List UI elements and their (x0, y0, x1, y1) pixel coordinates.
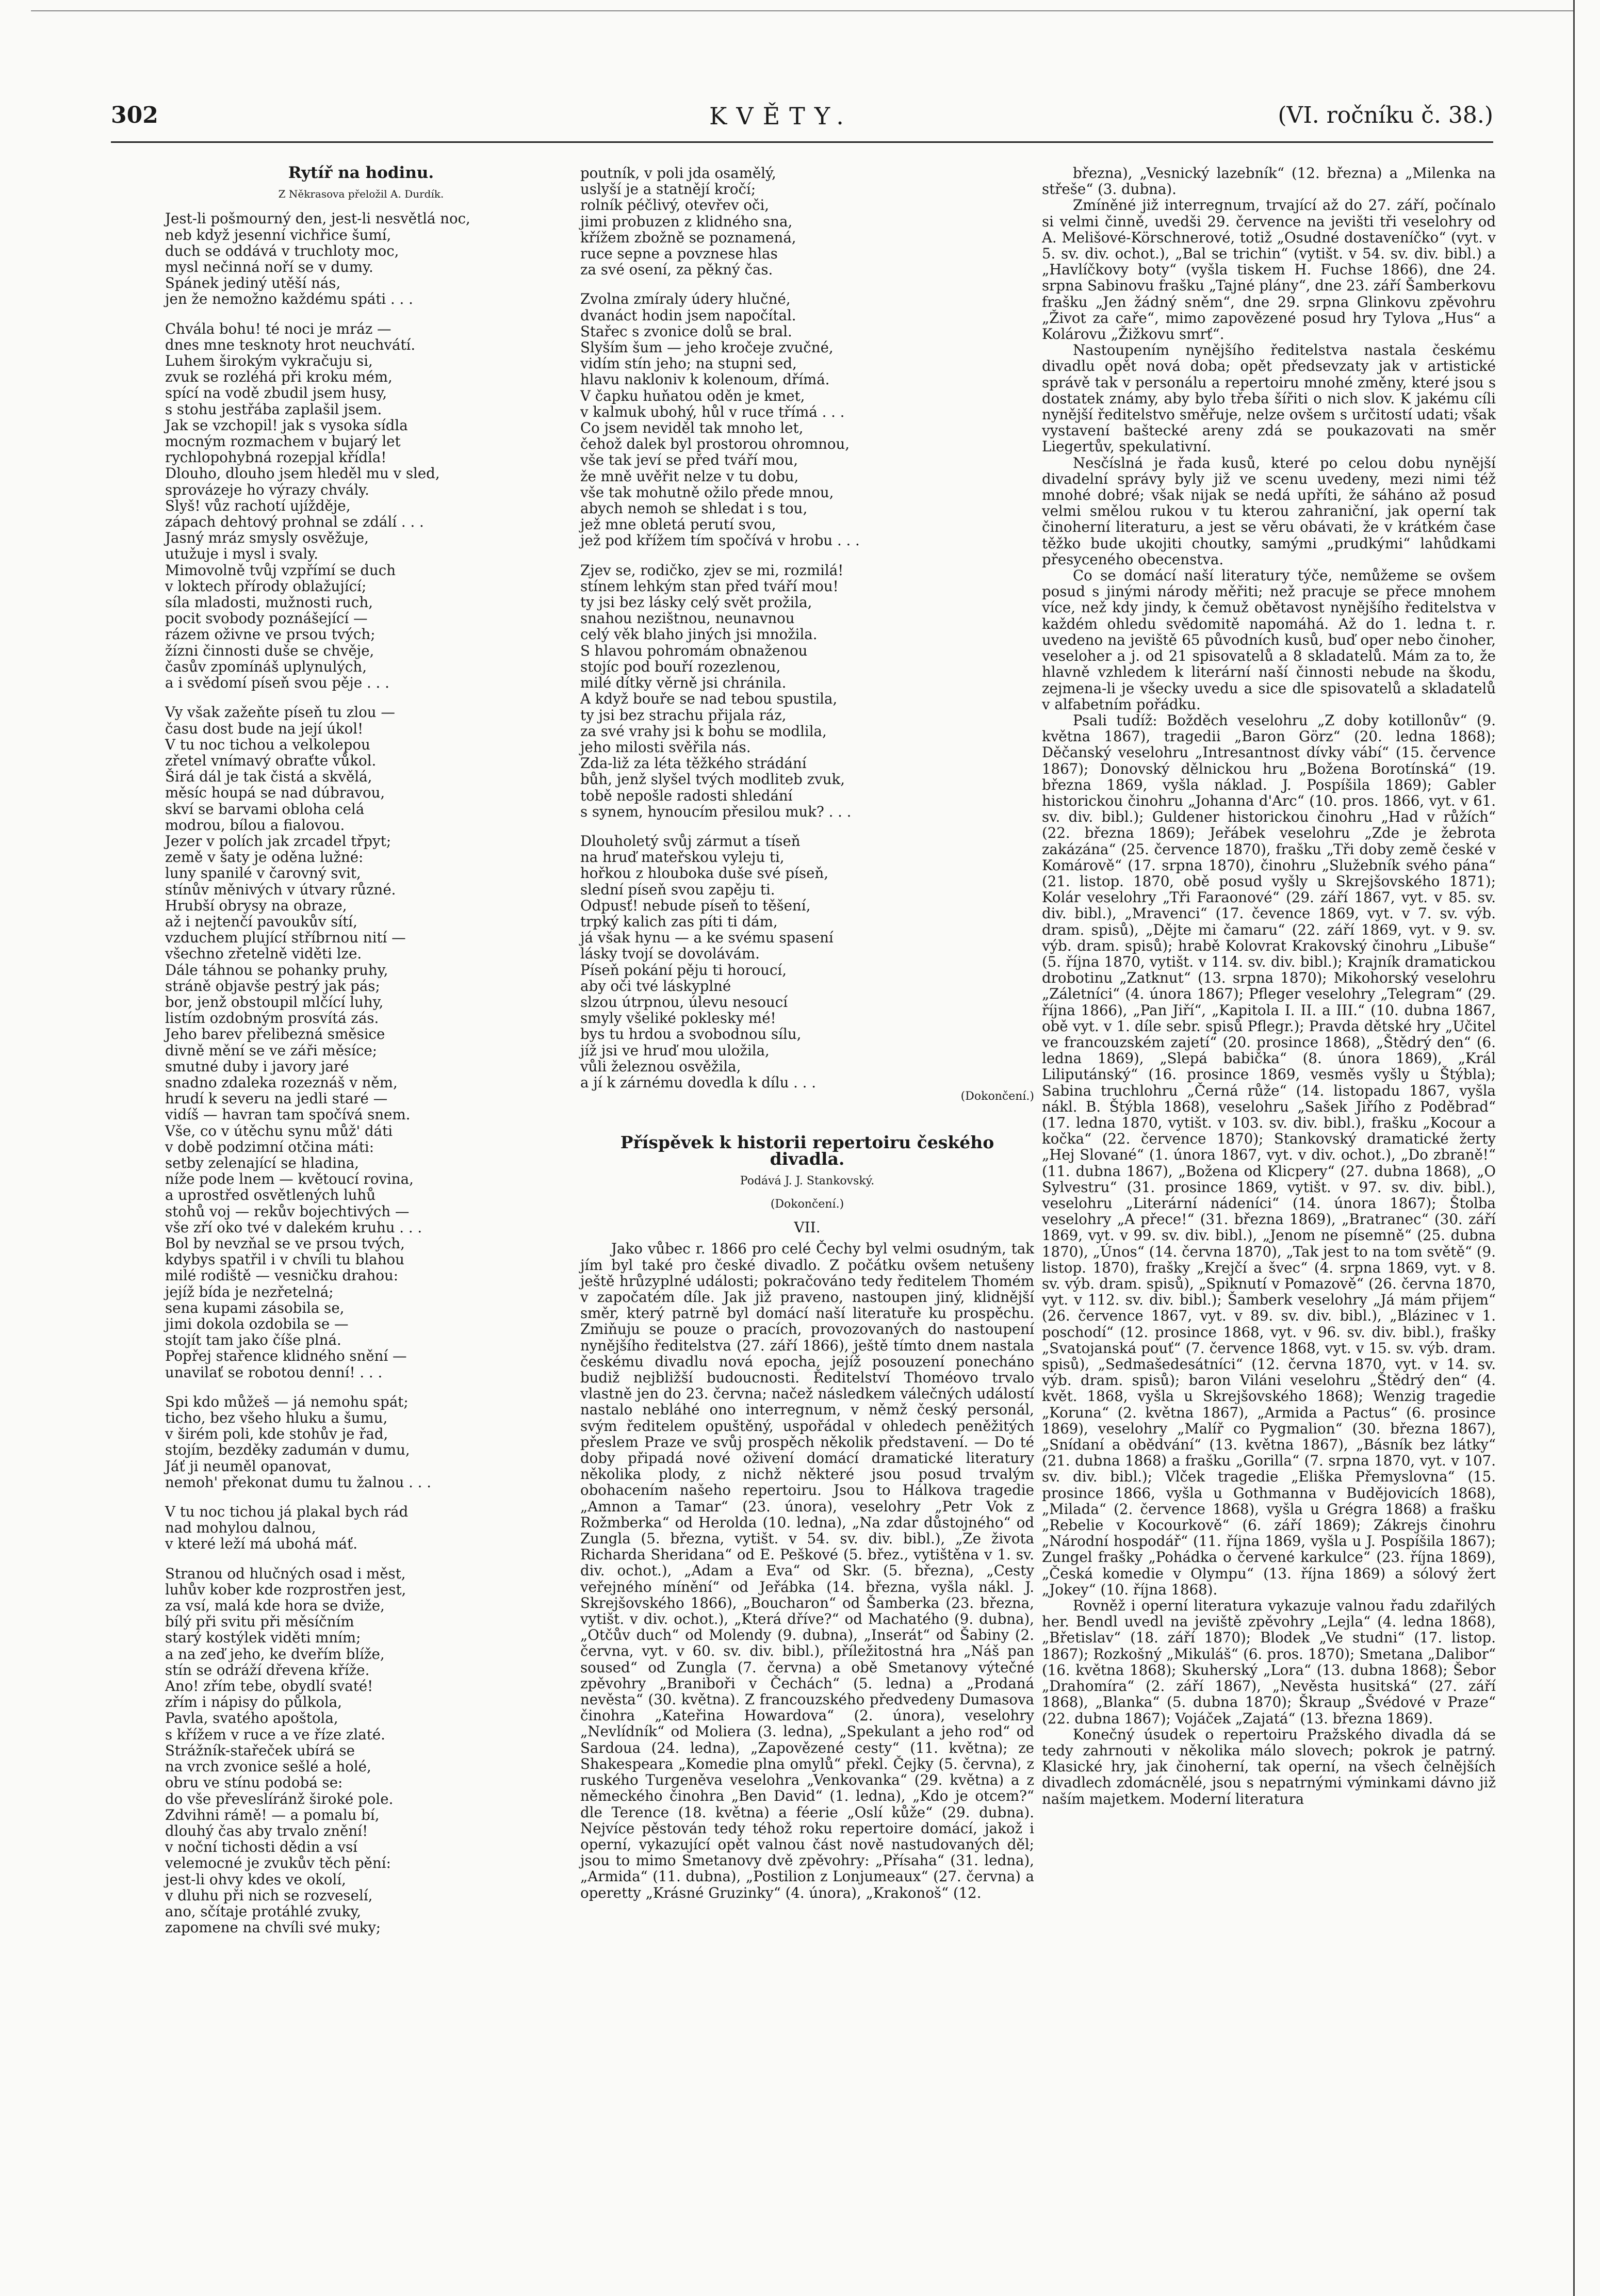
poem-line: Píseň pokání pěju ti horoucí, (580, 961, 787, 979)
poem-line: stráně objavše pestrý jak pás; (165, 977, 380, 995)
poem-line: Mimovolně tvůj vzpřímí se duch (165, 561, 396, 579)
poem-line: neb když jesenní vichřice šumí, (165, 226, 391, 243)
poem-line: stín se odráží dřevena kříže. (165, 1661, 370, 1679)
poem-line: Zjev se, rodičko, zjev se mi, rozmilá! (580, 561, 844, 579)
poem-line: hořkou z hlouboka duše své píseň, (580, 865, 829, 882)
poem-line: V tu noc tichou já plakal bych rád (165, 1503, 409, 1521)
page-right-edge (1573, 0, 1575, 2296)
poem-line: jejíž bída je nezřetelná; (165, 1283, 334, 1300)
poem-line: za své osení, za pěkný čas. (580, 261, 773, 279)
poem-line: skví se barvami obloha celá (165, 800, 365, 818)
journal-title: KVĚTY. (709, 102, 853, 130)
poem-line: čehož dalek byl prostorou ohromnou, (580, 435, 850, 453)
poem-line: modrou, bílou a fialovou. (165, 816, 345, 834)
poem-line: ruce sepne a povznese hlas (580, 245, 778, 263)
poem-stanza (165, 321, 557, 691)
poem-line: země v šaty je oděna lužné: (165, 849, 364, 866)
article-byline: Podává J. J. Stankovský. (740, 1174, 875, 1187)
poem-line: vzduchem plující stříbrnou nití — (165, 929, 406, 947)
poem-line: Stranou od hlučných osad i měst, (165, 1565, 406, 1582)
poem-line: Spi kdo můžeš — já nemohu spát; (165, 1393, 409, 1410)
article-paragraph: Co se domácí naší literatury týče, nemůžeme se ovšem posud s jinými národy měřiti; než pracuje se přece mnohem více, než kdy jindy, k čemuž obětavost nynějšího ředitelstva v každém ohledu svědomitě napomáhá. Až do 1. ledna t. r. uvedeno na jeviště 65 původních kusů, buď oper nebo činoher, veseloher a j. od 21 spisovatelů a 8 skladatelů. Mám za to, že hlavně vzhledem k literární naší činnosti nebude na škodu, zejmena-li je všecky uvedu a sice dle spisovatelů a skladatelů v alfabetním pořádku. (1042, 567, 1496, 713)
poem-line: zapomene na chvíli své muky; (165, 1919, 381, 1936)
article-paragraph: Nastoupením nynějšího ředitelstva nastala českému divadlu opět nová doba; opět předsevzaty jak v artistické správě tak v personálu a repertoiru mnohé změny, které jsou s dostatek známy, aby bylo třeba šířiti o nich slov. K jakému cíli nynější ředitelstvo směřuje, nelze ovšem s určitostí udati; však vystavení baštecké areny zdá se poukazovati na směr Liegertův, spekulativní. (1042, 341, 1496, 455)
poem-line: nad mohylou dalnou, (165, 1519, 316, 1537)
poem-byline: Z Někrasova přeložil A. Durdík. (278, 188, 444, 201)
poem-line: Zda-liž za léta těžkého strádání (580, 755, 807, 772)
poem-line: snahou nezištnou, neunavnou (580, 610, 795, 627)
article-paragraph: Konečný úsudek o repertoiru Pražského divadla dá se tedy zahrnouti v několika málo slovech; pokrok je patrný. Klasické hry, jak činoherní, tak operní, na všech čelnějších divadlech zdomácnělé, jsou s nepatrnými výminkami dávno již naším majetkem. Moderní literatura (1042, 1725, 1496, 1808)
article-body-part-2 (1042, 165, 1496, 1807)
poem-line: Dále táhnou se pohanky pruhy, (165, 961, 388, 979)
poem-line: hrudí k severu na jedli staré — (165, 1090, 388, 1108)
poem-line: v širém poli, kde stohův je řad, (165, 1425, 388, 1443)
poem-line: a i svědomí píseň svou pěje . . . (165, 674, 389, 692)
poem-stanza (580, 833, 1034, 1090)
article-title: Příspěvek k historii repertoiru českého divadla. (620, 1132, 994, 1169)
poem-line: Spánek jediný utěší nás, (165, 274, 341, 292)
poem-line: spící na vodě zbudil jsem husy, (165, 384, 387, 402)
poem-line: slední píseň svou zapěju ti. (580, 881, 775, 898)
poem-line: Jáť ji neuměl opanovat, (165, 1457, 332, 1475)
poem-line: vůli železnou osvěžila, (580, 1057, 741, 1075)
poem-line: bor, jenž obstoupil mlčící luhy, (165, 993, 384, 1011)
article-continued-note: (Dokončení.) (770, 1197, 844, 1211)
poem-line: a na zeď jeho, ke dveřím blíže, (165, 1645, 385, 1663)
poem-line: divně mění se ve záři měsíce; (165, 1041, 378, 1059)
poem-line: Hrubší obrysy na obraze, (165, 897, 347, 914)
poem-line: jimi dokola ozdobila se — (165, 1315, 349, 1333)
poem-line: zřím i nápisy do půlkola, (165, 1693, 342, 1711)
poem-line: Dlouho, dlouho jsem hleděl mu v sled, (165, 465, 440, 482)
article-paragraph: Jako vůbec r. 1866 pro celé Čechy byl velmi osudným, tak jím byl také pro české divadlo. Z počátku ovšem netušeny ještě hrůzyplné události; pokračováno tedy ředitelem Thomém v započatém díle. Jak již praveno, nastoupen jiný, klidnější směr, který patrně byl domácí naší literatuře ku prospěchu. Zmiňuju se pouze o pracích, provozovaných do nastoupení nynějšího ředitelstva (27. září 1866), ještě tímto dnem nastala českému divadlu nová epocha, jejíž posouzení ponecháno budiž nejbližší budoucnosti. Ředitelství Thoméovo trvalo vlastně jen do 23. června; načež následkem válečných událostí nastalo nebláhé ono interregnum, v němž český personál, svým ředitelem opuštěný, uspořádal v ohledech peněžitých přeslem Praze ve svůj prospěch několik představení. — Do té doby připadá nové oživení domácí dramatické literatury několika plody, z nichž některé jsou posud trvalým obohacením našeho repertoiru. Jsou to Hálkova tragedie „Amnon a Tamar“ (23. února), veselohry „Petr Vok z Rožmberka“ od Herolda (10. ledna), „Na zdar důstojného“ od Zungla (5. března, vytišt. v 54. sv. div. bibl.), „Ze života Richarda Sheridana“ od E. Peškové (5. břez., vytištěna v 1. sv. div. ochot.), „Adam a Eva“ od Skr. (5. března), „Cesty veřejného mínění“ od Jeřábka (14. března, vyšla nákl. J. Skrejšovského 1866), „Boucharon“ od Šamberka (23. března, vytišt. v div. ochot.), „Která dříve?“ od Machatého (9. dubna), „Otčův duch“ od Molendy (9. dubna), „Inserát“ od Šabiny (2. června, vyt. v 60. sv. div. bibl.), příležitostná hra „Náš pan soused“ od Zungla (7. června) a obě Smetanovy výtečné zpěvohry „Braniboři v Čechách“ (5. ledna) a „Prodaná nevěsta“ (30. května). Z francouzského předvedeny Dumasova činohra „Kateřina Howardova“ (2. února), veselohry „Nevlídník“ od Moliera (3. ledna), „Spekulant a jeho rod“ od Sardoua (24. ledna), „Zapovězené cesty“ (11. května); ze Shakespeara „Komedie plna omylů“ překl. Čejky (5. června), z ruského Turgeněva veselohra „Venkovanka“ (29. května) a z německého činohra „Ben David“ (1. ledna), „Kdo je otcem?“ dle Terence (18. května) a féerie „Oslí kůže“ (29. dubna). Nejvíce pěstován tedy téhož roku repertoire domácí, jakož i operní, vykazující opět valnou část nově nastudovaných děl; jsou to mimo Smetanovy dvě zpěvohry: „Přísaha“ (31. ledna), „Armida“ (11. dubna), „Postilion z Lonjumeaux“ (27. června) a operetty „Krásné Gruzinky“ (4. února), „Krakonoš“ (12. (580, 1240, 1034, 1901)
poem-line: obru ve stínu podobá se: (165, 1774, 343, 1792)
poem-line: Ano! zřím tebe, obydlí svaté! (165, 1678, 373, 1695)
header-rule (111, 141, 1493, 143)
column-3 (1042, 165, 1496, 1807)
poem-line: stojít tam jako číše plná. (165, 1331, 341, 1349)
poem-line: tobě nepošle radosti shledání (580, 787, 793, 804)
poem-line: síla mladosti, mužnosti ruch, (165, 594, 373, 611)
poem-line: hlavu nakloniv k kolenoum, dřímá. (580, 371, 830, 388)
poem-line: do vše převeslíránž široké pole. (165, 1790, 394, 1808)
poem-line: luhův kober kde rozprostřen jest, (165, 1581, 406, 1598)
poem-line: dvanáct hodin jsem napočítal. (580, 306, 796, 324)
poem-line: bílý při svitu při měsíčním (165, 1613, 354, 1631)
poem-line: času dost bude na její úkol! (165, 720, 364, 737)
poem-line: poutník, v poli jda osamělý, (580, 165, 776, 182)
poem-line: všechno zřetelně viděti lze. (165, 945, 362, 963)
poem-line: v které leží má ubohá máť. (165, 1535, 357, 1553)
poem-line: rolník péčlivý, otevřev oči, (580, 197, 770, 214)
poem-stanza (165, 1566, 557, 1936)
poem-line: žízni činnosti duše se chvěje, (165, 642, 374, 659)
poem-line: setby zelenající se hladina, (165, 1154, 360, 1171)
poem-line: za vsí, malá kde hora se dviže, (165, 1597, 385, 1615)
poem-line: mysl nečinná noří se v dumy. (165, 258, 373, 276)
poem-line: Slyším šum — jeho kročeje zvučné, (580, 339, 834, 356)
poem-stanza (580, 165, 1034, 278)
poem-line: starý kostýlek viděti mním; (165, 1629, 361, 1647)
poem-line: dlouhý čas aby trvalo znění! (165, 1822, 368, 1839)
poem-line: uslyší je a statnějí kročí; (580, 181, 756, 198)
chapter-number: VII. (794, 1219, 821, 1236)
poem-line: zřetel vnímavý obraťte vůkol. (165, 752, 377, 769)
poem-line: jeho milosti svěřila nás. (580, 738, 751, 756)
poem-line: Odpusť! nebude píseň to těšení, (580, 897, 811, 914)
poem-line: zápach dehtový prohnal se zdálí . . . (165, 513, 424, 531)
poem-line: milé dítky věrně jsi chránila. (580, 674, 787, 692)
poem-line: S hlavou pohromám obnaženou (580, 642, 808, 659)
poem-title: Rytíř na hodinu. (288, 164, 434, 182)
poem-line: v době podzimní otčina máti: (165, 1138, 374, 1155)
poem-line: jež mne obletá perutí svou, (580, 516, 776, 533)
poem-line: v kalmuk ubohý, hůl v ruce třímá . . . (580, 403, 845, 420)
poem-line: aby oči tvé láskyplné (580, 977, 731, 995)
poem-line: trpký kalich zas píti ti dám, (580, 913, 778, 930)
poem-stanza (165, 704, 557, 1380)
poem-line: milé rodiště — vesničku drahou: (165, 1267, 399, 1284)
poem-line: velemocné je zvukův těch pění: (165, 1854, 391, 1872)
poem-line: rázem oživne ve prsou tvých; (165, 626, 375, 643)
poem-line: slzou útrpnou, úlevu nesoucí (580, 993, 788, 1011)
article-body-part-1 (580, 1241, 1034, 1900)
poem-line: jež pod křížem tím spočívá v hrobu . . . (580, 532, 860, 549)
poem-line: časův zpomínáš uplynulých, (165, 658, 367, 675)
poem-line: Jest-li pošmourný den, jest-li nesvětlá noc, (165, 210, 470, 227)
poem-line: V čapku huňatou oděn je kmet, (580, 387, 805, 404)
page-top-edge (31, 10, 1573, 11)
poem-stanzas-part-2 (580, 165, 1034, 1090)
poem-stanza (580, 562, 1034, 820)
poem-line: jest-li ohvy kdes ve okolí, (165, 1870, 346, 1888)
poem-line: Jak se vzchopil! jak s vysoka sídla (165, 416, 408, 434)
poem-line: ty jsi bez strachu přijala ráz, (580, 706, 787, 724)
poem-line: Pavla, svatého apoštola, (165, 1709, 338, 1727)
poem-line: vidím stín jeho; na stupni sed, (580, 355, 797, 372)
poem-line: dnes mne tesknoty hrot neuchvátí. (165, 336, 416, 353)
poem-line: vidíš — havran tam spočívá snem. (165, 1106, 411, 1123)
poem-line: bys tu hrdou a svobodnou sílu, (580, 1025, 802, 1043)
poem-line: snadno zdaleka rozeznáš v něm, (165, 1073, 398, 1091)
poem-line: lásky tvojí se dovolávám. (580, 945, 760, 963)
page-number: 302 (111, 102, 158, 128)
poem-line: v noční tichosti dědin a vsí (165, 1838, 357, 1856)
poem-line: Vše, co v útěchu synu můž' dáti (165, 1122, 393, 1139)
poem-line: unavilať se robotou denní! . . . (165, 1363, 383, 1381)
poem-line: stínův měnivých v útvary různé. (165, 881, 396, 898)
poem-line: Popřej stařence klidného snění — (165, 1347, 407, 1365)
poem-line: Bol by nevzňal se ve prsou tvých, (165, 1235, 405, 1252)
poem-line: Dlouholetý svůj zármut a tíseň (580, 832, 801, 850)
poem-line: za své vrahy jsi k bohu se modlila, (580, 722, 827, 740)
poem-line: Vy však zažeňte píseň tu zlou — (165, 704, 395, 721)
poem-line: zvuk se rozléhá při kroku mém, (165, 368, 393, 386)
poem-line: listím ozdobným prosvítá zás. (165, 1009, 379, 1027)
poem-line: sprovázeje ho výrazy chvály. (165, 481, 369, 498)
poem-line: ticho, bez všeho hluku a šumu, (165, 1409, 388, 1427)
poem-line: stínem lehkým stan před tváří mou! (580, 577, 839, 595)
poem-stanza (580, 291, 1034, 548)
poem-line: nemoh' překonat dumu tu žalnou . . . (165, 1473, 431, 1491)
poem-line: křížem zbožně se poznamená, (580, 229, 796, 246)
poem-line: až i nejtenčí pavoukův sítí, (165, 913, 357, 930)
poem-line: Jeho barev přelibezná směsice (165, 1025, 385, 1043)
poem-line: jíž jsi ve hruď mou uložila, (580, 1041, 770, 1059)
article-paragraph: Rovněž i operní literatura vykazuje valnou řadu zdařilých her. Bendl uvedl na jeviště zpěvohry „Lejla“ (4. ledna 1868), „Břetislav“ (18. září 1870); Blodek „Ve studni“ (17. listop. 1867); Rozkošný „Mikuláš“ (6. pros. 1870); Smetana „Dalibor“ (16. května 1868); Skuherský „Lora“ (13. dubna 1868); Šebor „Drahomíra“ (2. září 1867), „Nevěsta husitská“ (27. září 1868), „Blanka“ (5. dubna 1870); Škraup „Švédové v Praze“ (22. dubna 1867); Vojáček „Zajatá“ (13. března 1869). (1042, 1597, 1496, 1727)
poem-line: stohů voj — rekův bojechtivých — (165, 1202, 410, 1220)
poem-line: smutné duby i javory jaré (165, 1057, 349, 1075)
poem-stanza (165, 1394, 557, 1490)
article-paragraph: března), „Vesnický lazebník“ (12. března) a „Milenka na střeše“ (3. dubna). (1042, 165, 1496, 198)
poem-line: Zvolna zmíraly údery hlučné, (580, 290, 791, 308)
poem-line: ano, sčítaje protáhlé zvuky, (165, 1902, 362, 1920)
poem-line: abych nemoh se shledat i s tou, (580, 500, 808, 517)
poem-line: V tu noc tichou a velkolepou (165, 736, 370, 753)
poem-line: Jezer v polích jak zrcadel třpyt; (165, 832, 391, 850)
poem-line: Chvála bohu! té noci je mráz — (165, 320, 391, 337)
poem-line: na vrch zvonice sešlé a holé, (165, 1758, 371, 1776)
poem-line: Širá dál je tak čistá a skvělá, (165, 768, 372, 786)
poem-line: kdybys spatřil i v chvíli tu blahou (165, 1251, 404, 1268)
poem-line: duch se oddává v truchloty moc, (165, 242, 399, 259)
poem-line: utužuje i mysl i svaly. (165, 545, 319, 563)
poem-line: Jasný mráz smysly osvěžuje, (165, 529, 369, 547)
poem-line: vše tak jeví se před tváří mou, (580, 451, 798, 469)
poem-line: sena kupami zásobila se, (165, 1299, 345, 1316)
poem-line: A když bouře se nad tebou spustila, (580, 690, 838, 708)
poem-line: s křížem v ruce a ve říze zlaté. (165, 1725, 385, 1743)
poem-stanza (165, 1504, 557, 1552)
poem-line: Co jsem neviděl tak mnoho let, (580, 419, 804, 437)
poem-line: vše tak mohutně ožilo přede mnou, (580, 483, 834, 501)
poem-line: v dluhu při nich se rozveselí, (165, 1886, 373, 1904)
poem-line: v loktech přírody oblažující; (165, 577, 367, 595)
poem-line: já však hynu — a ke svému spasení (580, 929, 834, 947)
poem-line: na hruď mateřskou vyleju ti, (580, 849, 785, 866)
volume-info: (VI. ročníku č. 38.) (1278, 102, 1493, 128)
poem-line: smyly všeliké poklesky mé! (580, 1009, 776, 1027)
poem-line: Strážník-stařeček ubírá se (165, 1741, 355, 1759)
poem-line: níže pode lnem — květoucí rovina, (165, 1170, 414, 1188)
poem-line: že mně uvěřit nelze v tu dobu, (580, 467, 799, 485)
poem-line: Slyš! vůz rachotí ujížděje, (165, 497, 351, 514)
poem-line: a uprostřed osvětlených luhů (165, 1186, 376, 1204)
poem-stanza (165, 210, 557, 307)
poem-line: jimi probuzen z klidného sna, (580, 213, 793, 230)
poem-stanzas-part-1 (165, 210, 557, 1935)
poem-line: pocit svobody poznášející — (165, 610, 368, 627)
article-paragraph: Zmíněné již interregnum, trvající až do 27. září, počínalo si velmi činně, uvedši 29. července na jevišti tři veselohry od A. Melišové-Körschnerové, totiž „Osudné dostaveníčko“ (vyt. v 5. sv. div. ochot.), „Bal se trichin“ (vytišt. v 54. sv. div. bibl.) a „Havlíčkovy boty“ (vyšla tiskem H. Fuchse 1866), dne 24. srpna Sabinovu frašku „Tajné plány“, dne 23. září Šamberkovu frašku „Jen žádný sněm“, dne 29. srpna Glinkovu zpěvohru „Život za caře“, mimo zapovězené posud hry Tylova „Hus“ a Kolárovu „Žižkovu smrť“. (1042, 197, 1496, 343)
poem-line: a jí k zárnému dovedla k dílu . . . (580, 1073, 816, 1091)
poem-line: stojíc pod bouří rozezlenou, (580, 658, 781, 675)
poem-line: jen že nemožno každému spáti . . . (165, 290, 413, 308)
poem-line: s stohu jestřába zaplašil jsem. (165, 400, 382, 418)
poem-line: stojím, bezděky zadumán v dumu, (165, 1441, 410, 1459)
column-1 (165, 165, 557, 1949)
poem-line: bůh, jenž slyšel tvých modliteb zvuk, (580, 771, 845, 788)
poem-line: Stařec s zvonice dolů se bral. (580, 322, 792, 340)
article-paragraph: Nesčíslná je řada kusů, které po celou dobu nynější divadelní správy byly již ve scenu uvedeny, mezi nimi též mnohé dobré; však nijak se nedá upříti, že sáháno až posud velmi smělou rukou v tu kterou zahraniční, jak operní tak činoherní literaturu, a jest se věru obávati, že v krátkém čase těžko bude ukojiti choutky, samými „prudkými“ lahůdkami přesyceného obecenstva. (1042, 454, 1496, 568)
poem-line: ty jsi bez lásky celý svět prožila, (580, 594, 812, 611)
poem-line: vše zří oko tvé v dalekém kruhu . . . (165, 1218, 422, 1236)
article-paragraph: Psali tudíž: Božděch veselohru „Z doby kotillonův“ (9. května 1867), tragedii „Baron Görz“ (20. ledna 1868); Děčanský veselohru „Intresantnost dívky vábí“ (15. července 1867); Donovský dělnickou hru „Božena Borotínská“ (19. března 1869, vyšla náklad. J. Pospíšila 1869); Gabler historickou činohru „Johanna d'Arc“ (10. pros. 1866, vyt. v 61. sv. div. bibl.); Guldener historickou činohru „Had v růžích“ (22. března 1869); Jeřábek veselohru „Zde je žebrota zakázána“ (25. července 1870), frašku „Tři doby země české v Komárově“ (17. srpna 1870), činohru „Služebník svého pána“ (21. listop. 1870, obě posud vyšly u Skrejšovského 1871); Kolár veselohry „Tři Faraonové“ (29. září 1867, vyt. v 85. sv. div. bibl.), „Mravenci“ (17. čevence 1869, vyt. v 7. sv. výb. dram. spisů), „Dějte mi čamaru“ (22. září 1869, vyt. v 9. sv. výb. dram. spisů); hrabě Kolovrat Krakovský činohru „Libuše“ (5. října 1870, vytišt. v 114. sv. div. bibl.); Krajník dramatickou drobotinu „Zatknut“ (13. srpna 1870); Mikohorský veselohru „Záletníci“ (4. února 1867); Pfleger veselohry „Telegram“ (29. října 1866), „Pan Jiří“, „Kapitola I. II. a III.“ (10. dubna 1867, obě vyt. v 1. díle sebr. spisů Pflegr.); Pravda dětské hry „Učitel ve francouzském zajetí“ (20. prosince 1868), „Štědrý den“ (6. ledna 1869), „Slepá babička“ (8. února 1869), „Král Liliputánský“ (16. prosince 1869, vesměs vyšly u Štýbla); Sabina truchlohru „Černá růže“ (14. listopadu 1867, vyšla nákl. B. Štýbla 1868), veselohru „Sašek Jiřího z Poděbrad“ (17. ledna 1870, vytišt. v 103. sv. div. bibl.), frašku „Kocour a kočka“ (22. července 1870); Stankovský dramatické žerty „Hej Slované“ (1. února 1867, vyt. v div. ochot.), „Do zbraně!“ (11. dubna 1867), „Božena od Klicpery“ (27. dubna 1868), „O Sylvestru“ (31. prosince 1869, vytišt. v 97. sv. div. bibl.), veselohru „Literární nádeníci“ (14. února 1867); Štolba veselohry „A přece!“ (31. března 1869), „Bratranec“ (30. září 1869, vyt. v 99. sv. div. bibl.), „Jenom ne písemně“ (25. dubna 1870), „Únos“ (14. června 1870), „Tak jest to na tom světě“ (9. listop. 1870), frašky „Krejčí a švec“ (4. srpna 1869, vyt. v 8. sv. výb. dram. spisů), „Spiknutí v Pomazově“ (26. června 1870, vyt. v 112. sv. div. bibl.); Šamberk veselohry „Já mám přijem“ (26. července 1867, vyt. v 89. sv. div. bibl.), „Blázinec v 1. poschodí“ (12. prosince 1868, vyt. v 96. sv. div. bibl.), frašky „Svatojanská pouť“ (7. července 1868, vyt. v 15. sv. výb. dram. spisů), „Sedmašedesátníci“ (12. června 1870, vyt. v 14. sv. výb. dram. spisů); baron Viláni veselohru „Štědrý den“ (4. květ. 1868, vyšla u Skrejšovského 1868); Wenzig tragedie „Koruna“ (2. května 1867), „Armida a Pactus“ (6. prosince 1869), veselohry „Malíř co Pygmalion“ (30. března 1867), „Snídaní a obědvání“ (13. května 1867), „Básník bez látky“ (21. dubna 1868) a frašku „Gorilla“ (7. srpna 1870, vyt. v 107. sv. div. bibl.); Vlček tragedie „Eliška Přemyslovna“ (15. prosince 1866, vyšla u Gothmanna v Budějovicích 1868), „Milada“ (2. července 1868), vyšla u Grégra 1868) a frašku „Rebelie v Kocourkově“ (6. září 1869); Zákrejs činohru „Národní hospodář“ (11. října 1869, vyšla u J. Pospíšila 1867); Zungel frašky „Pohádka o červené karkulce“ (23. října 1869), „Česká komedie v Olympu“ (13. října 1869) a sólový žert „Jokey“ (10. října 1868). (1042, 711, 1496, 1598)
running-header (111, 102, 1493, 138)
poem-line: měsíc houpá se nad dúbravou, (165, 784, 385, 802)
poem-line: Luhem širokým vykračuju si, (165, 352, 373, 370)
poem-line: luny spanilé v čarovný svit, (165, 865, 361, 882)
poem-line: celý věk blaho jiných jsi množila. (580, 626, 818, 643)
poem-continuation-note: (Dokončení.) (960, 1090, 1034, 1103)
poem-line: Zdvihni rámě! — a pomalu bí, (165, 1806, 380, 1823)
poem-line: s synem, hynoucím přesilou muk? . . . (580, 803, 852, 820)
poem-line: rychlopohybná rozepjal křídla! (165, 449, 387, 466)
column-2 (580, 165, 1034, 1902)
poem-line: mocným rozmachem v bujarý let (165, 433, 401, 450)
